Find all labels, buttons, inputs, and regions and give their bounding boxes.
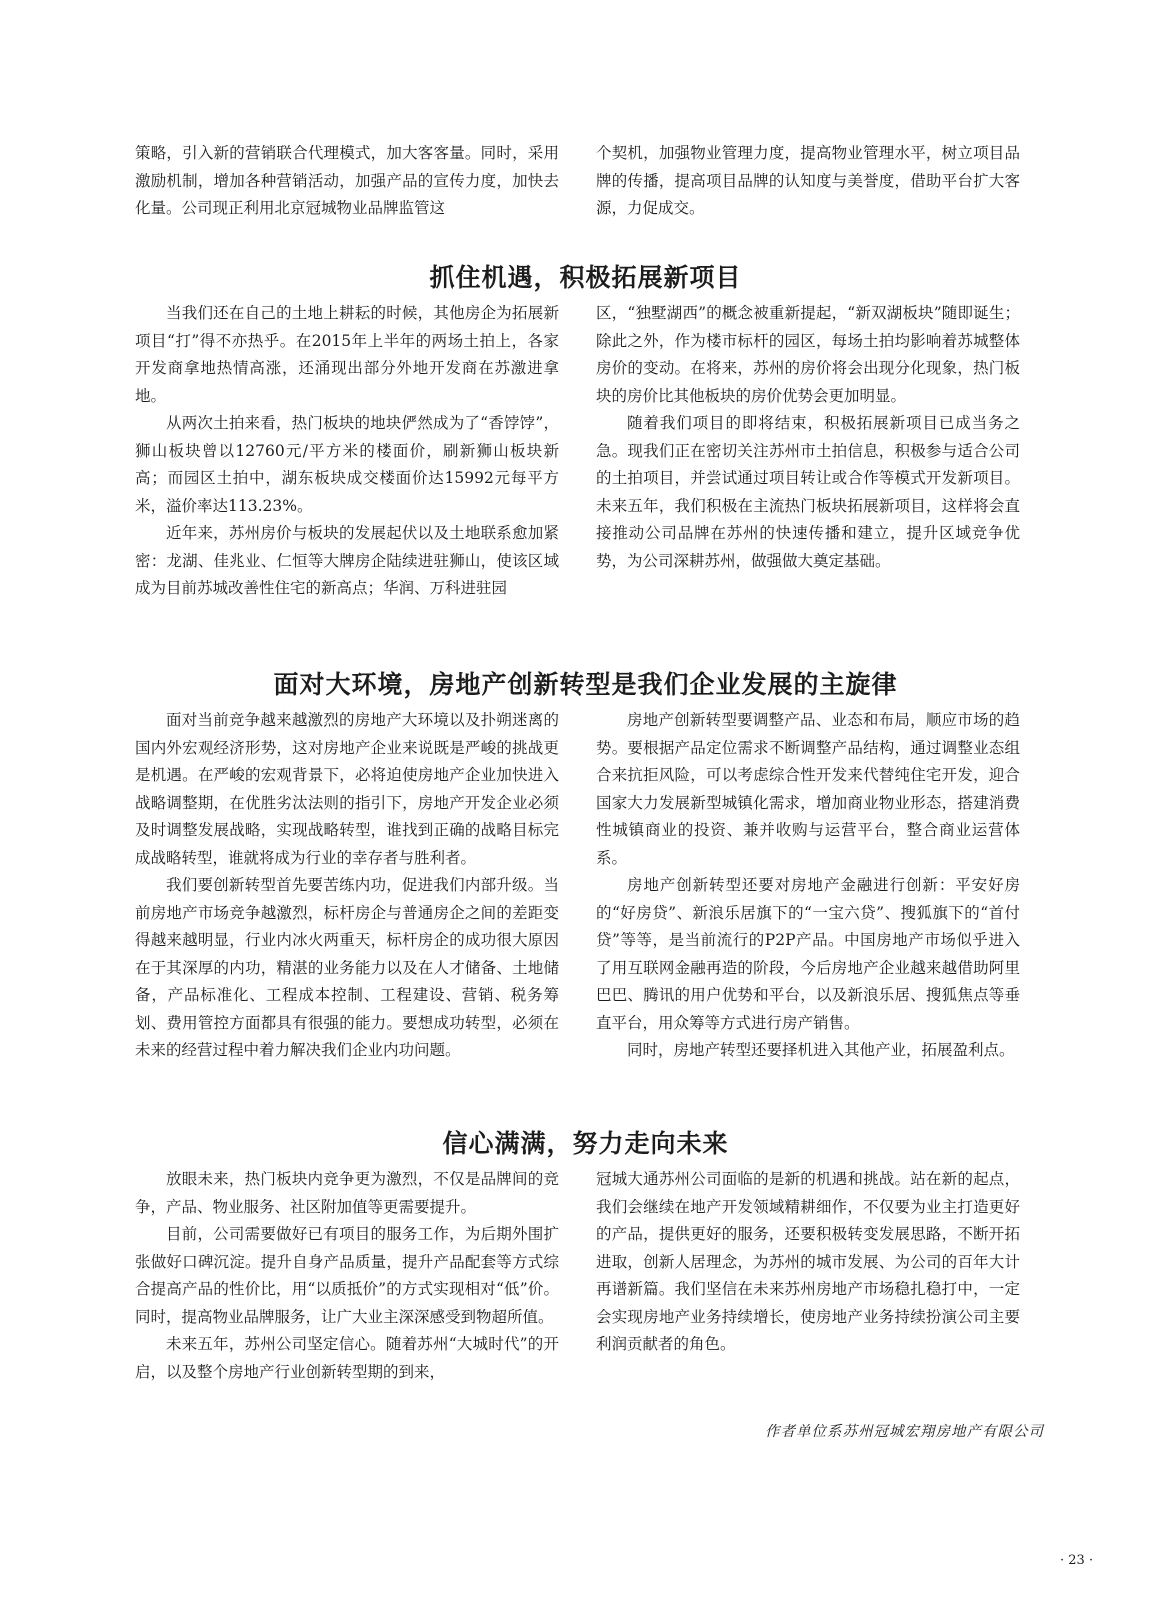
paragraph: 个契机，加强物业管理力度，提高物业管理水平，树立项目品牌的传播，提高项目品牌的认知度与美誉度，借助平台扩大客源，力促成交。 (596, 144, 1020, 217)
section3-right-column (596, 1166, 1020, 1359)
top-left-column (135, 140, 559, 223)
section1-right-column (596, 300, 1020, 575)
paragraph: 同时，房地产转型还要择机进入其他产业，拓展盈利点。 (627, 1041, 1015, 1059)
section-heading-1: 抓住机遇，积极拓展新项目 (429, 263, 742, 292)
paragraph: 目前，公司需要做好已有项目的服务工作，为后期外围扩张做好口碑沉淀。提升自身产品质量，提升产品配套等方式综合提高产品的性价比，用“以质抵价”的方式实现相对“低”价。同时，提高物业品牌服务，让广大业主深深感受到物超所值。 (135, 1225, 559, 1326)
paragraph: 我们要创新转型首先要苦练内功，促进我们内部升级。当前房地产市场竞争越激烈，标杆房企与普通房企之间的差距变得越来越明显，行业内冰火两重天，标杆房企的成功很大原因在于其深厚的内功，精湛的业务能力以及在人才储备、土地储备，产品标准化、工程成本控制、工程建设、营销、税务筹划、费用管控方面都具有很强的能力。要想成功转型，必须在未来的经营过程中着力解决我们企业内功问题。 (135, 876, 559, 1059)
section2-left-column (135, 707, 559, 1065)
author-byline: 作者单位系苏州冠城宏翔房地产有限公司 (765, 1424, 1044, 1440)
paragraph: 放眼未来，热门板块内竞争更为激烈，不仅是品牌间的竞争，产品、物业服务、社区附加值等更需要提升。 (135, 1170, 559, 1216)
top-right-column (596, 140, 1020, 223)
paragraph: 房地产创新转型要调整产品、业态和布局，顺应市场的趋势。要根据产品定位需求不断调整产品结构，通过调整业态组合来抗拒风险，可以考虑综合性开发来代替纯住宅开发，迎合国家大力发展新型城镇化需求，增加商业物业形态，搭建消费性城镇商业的投资、兼并收购与运营平台，整合商业运营体系。 (596, 711, 1020, 867)
paragraph: 区，“独墅湖西”的概念被重新提起，“新双湖板块”随即诞生；除此之外，作为楼市标杆的园区，每场土拍均影响着苏城整体房价的变动。在将来，苏州的房价将会出现分化现象，热门板块的房价比其他板块的房价优势会更加明显。 (596, 304, 1020, 405)
paragraph: 随着我们项目的即将结束，积极拓展新项目已成当务之急。现我们正在密切关注苏州市土拍信息，积极参与适合公司的土拍项目，并尝试通过项目转让或合作等模式开发新项目。未来五年，我们积极在主流热门板块拓展新项目，这样将会直接推动公司品牌在苏州的快速传播和建立，提升区域竞争优势，为公司深耕苏州，做强做大奠定基础。 (596, 414, 1020, 570)
section2-right-column (596, 707, 1020, 1065)
section-heading-2: 面对大环境，房地产创新转型是我们企业发展的主旋律 (273, 670, 898, 699)
paragraph: 策略，引入新的营销联合代理模式，加大客客量。同时，采用激励机制，增加各种营销活动，加强产品的宣传力度，加快去化量。公司现正利用北京冠城物业品牌监管这 (135, 144, 559, 217)
paragraph: 房地产创新转型还要对房地产金融进行创新：平安好房的“好房贷”、新浪乐居旗下的“一宝六贷”、搜狐旗下的“首付贷”等等，是当前流行的P2P产品。中国房地产市场似乎进入了用互联网金融再造的阶段，今后房地产企业越来越借助阿里巴巴、腾讯的用户优势和平台，以及新浪乐居、搜狐焦点等垂直平台，用众筹等方式进行房产销售。 (596, 876, 1020, 1032)
paragraph: 冠城大通苏州公司面临的是新的机遇和挑战。站在新的起点，我们会继续在地产开发领域精耕细作，不仅要为业主打造更好的产品，提供更好的服务，还要积极转变发展思路，不断开拓进取，创新人居理念，为苏州的城市发展、为公司的百年大计再谱新篇。我们坚信在未来苏州房地产市场稳扎稳打中，一定会实现房地产业务持续增长，使房地产业务持续扮演公司主要利润贡献者的角色。 (596, 1170, 1020, 1353)
paragraph: 从两次土拍来看，热门板块的地块俨然成为了“香饽饽”，狮山板块曾以12760元/平方米的楼面价，刷新狮山板块新高；而园区土拍中，湖东板块成交楼面价达15992元每平方米，溢价率达113.23%。 (135, 414, 559, 515)
paragraph: 面对当前竞争越来越激烈的房地产大环境以及扑朔迷离的国内外宏观经济形势，这对房地产企业来说既是严峻的挑战更是机遇。在严峻的宏观背景下，必将迫使房地产企业加快进入战略调整期，在优胜劣汰法则的指引下，房地产开发企业必须及时调整发展战略，实现战略转型，谁找到正确的战略目标完成战略转型，谁就将成为行业的幸存者与胜利者。 (135, 711, 559, 867)
paragraph: 当我们还在自己的土地上耕耘的时候，其他房企为拓展新项目“打”得不亦热乎。在2015年上半年的两场土拍上，各家开发商拿地热情高涨，还涌现出部分外地开发商在苏激进拿地。 (135, 304, 559, 405)
page-number: · 23 · (1060, 1553, 1094, 1568)
paragraph: 近年来，苏州房价与板块的发展起伏以及土地联系愈加紧密：龙湖、佳兆业、仁恒等大牌房企陆续进驻狮山，使该区域成为目前苏城改善性住宅的新高点；华润、万科进驻园 (135, 524, 559, 597)
section1-left-column (135, 300, 559, 603)
section-heading-3: 信心满满，努力走向未来 (442, 1129, 729, 1158)
paragraph: 未来五年，苏州公司坚定信心。随着苏州“大城时代”的开启，以及整个房地产行业创新转型期的到来， (135, 1335, 559, 1381)
section3-left-column (135, 1166, 559, 1386)
